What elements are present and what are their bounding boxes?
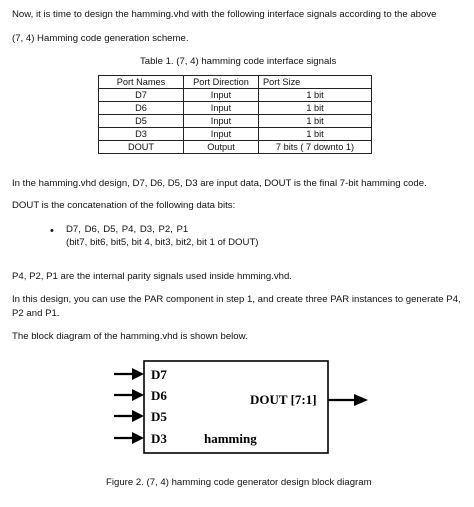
port-name-cell: DOUT	[99, 141, 184, 154]
table-header-row	[99, 76, 372, 89]
output-arrow-dout	[328, 394, 368, 406]
header-port-names: Port Names	[99, 76, 184, 89]
output-label-dout: DOUT [7:1]	[250, 392, 317, 407]
table-row	[99, 89, 372, 102]
port-direction-cell: Input	[184, 128, 259, 141]
port-size-cell: 1 bit	[259, 128, 372, 141]
table-row	[99, 141, 372, 154]
hamming-block-diagram	[110, 357, 390, 457]
paragraph-par-line-2: P2 and P1.	[12, 308, 60, 319]
input-arrow-d5	[114, 410, 144, 422]
intro-line-2: (7, 4) Hamming code generation scheme.	[12, 33, 189, 44]
input-arrow-d3	[114, 432, 144, 444]
block-label-hamming: hamming	[204, 431, 257, 446]
port-size-cell: 1 bit	[259, 102, 372, 115]
input-label-d6: D6	[151, 388, 167, 403]
port-name-cell: D5	[99, 115, 184, 128]
input-arrow-d6	[114, 389, 144, 401]
paragraph-par-line-1: In this design, you can use the PAR component in step 1, and create three PAR instances to generate P4,	[12, 294, 461, 305]
port-direction-cell: Input	[184, 115, 259, 128]
bullet-dot: •	[50, 225, 54, 237]
paragraph-block-diagram: The block diagram of the hamming.vhd is shown below.	[12, 331, 248, 342]
port-name-cell: D6	[99, 102, 184, 115]
port-size-cell: 7 bits ( 7 downto 1)	[259, 141, 372, 154]
port-size-cell: 1 bit	[259, 89, 372, 102]
table-caption: Table 1. (7, 4) hamming code interface signals	[140, 56, 337, 67]
input-label-d3: D3	[151, 431, 167, 446]
port-name-cell: D3	[99, 128, 184, 141]
port-direction-cell: Input	[184, 102, 259, 115]
port-direction-cell: Output	[184, 141, 259, 154]
table-row	[99, 115, 372, 128]
intro-line-1: Now, it is time to design the hamming.vhd with the following interface signals according to the above	[12, 9, 437, 20]
interface-signals-table	[98, 75, 372, 154]
header-port-direction: Port Direction	[184, 76, 259, 89]
input-label-d5: D5	[151, 409, 167, 424]
paragraph-parity: P4, P2, P1 are the internal parity signals used inside hmming.vhd.	[12, 271, 292, 282]
bullet-line-2: (bit7, bit6, bit5, bit 4, bit3, bit2, bit 1 of DOUT)	[66, 237, 259, 248]
port-direction-cell: Input	[184, 89, 259, 102]
header-port-size: Port Size	[259, 76, 372, 89]
input-label-d7: D7	[151, 367, 167, 382]
port-size-cell: 1 bit	[259, 115, 372, 128]
port-name-cell: D7	[99, 89, 184, 102]
table-row	[99, 128, 372, 141]
bullet-line-1: D7, D6, D5, P4, D3, P2, P1	[66, 224, 189, 235]
paragraph-inputs: In the hamming.vhd design, D7, D6, D5, D3 are input data, DOUT is the final 7-bit hamming code.	[12, 178, 427, 189]
figure-caption: Figure 2. (7, 4) hamming code generator design block diagram	[106, 477, 372, 488]
input-arrow-d7	[114, 368, 144, 380]
table-row	[99, 102, 372, 115]
paragraph-dout: DOUT is the concatenation of the following data bits:	[12, 200, 236, 211]
